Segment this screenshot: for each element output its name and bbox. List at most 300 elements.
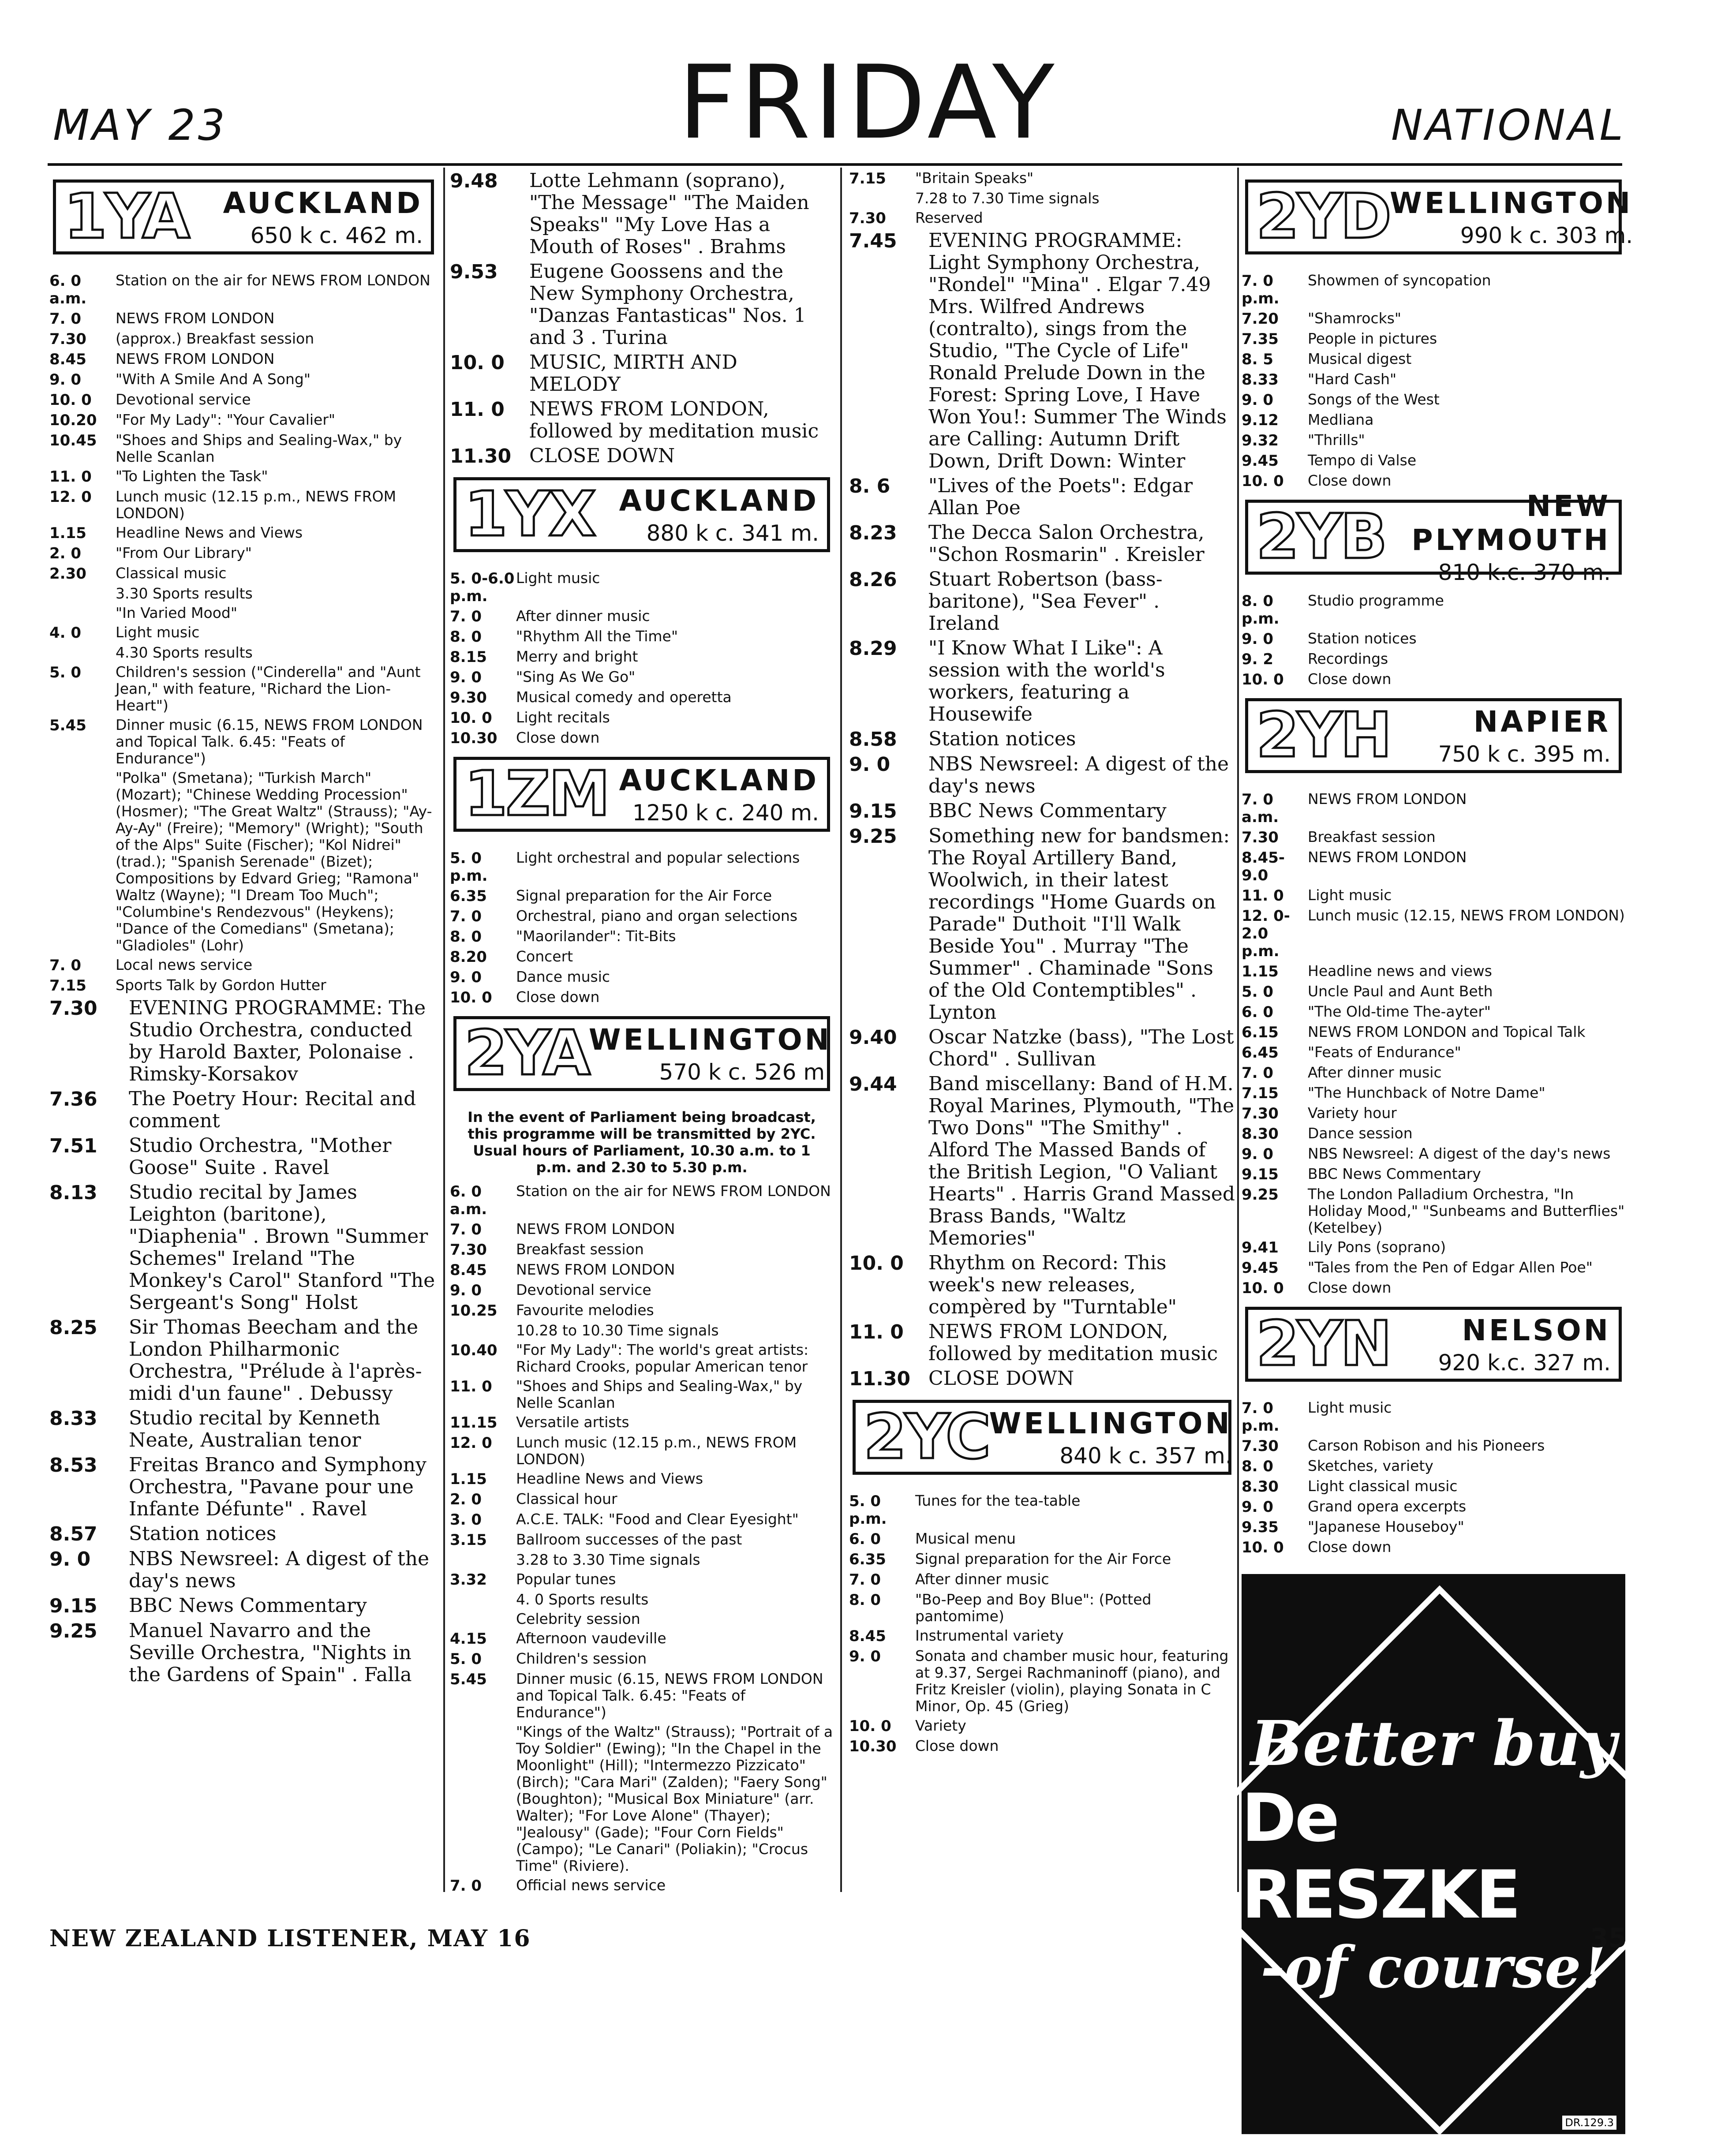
column-4 [1242, 170, 1633, 2129]
schedule-item [450, 689, 834, 707]
schedule-text: NBS Newsreel: A digest of the day's news [129, 1548, 430, 1592]
schedule-item [49, 351, 438, 368]
schedule-time: 10.30 [849, 1738, 897, 1755]
schedule-time: 7. 0 [49, 957, 82, 974]
schedule-text: "With A Smile And A Song" [116, 370, 311, 388]
schedule-time: 5. 0 [1242, 983, 1274, 1001]
schedule-time: 9. 2 [1242, 651, 1274, 668]
schedule-item [1242, 1478, 1625, 1496]
schedule-text: Lotte Lehmann (soprano), "The Message" "The Maiden Speaks" "My Love Has a Mouth of Roses" . Brahms [529, 169, 809, 258]
station-callsign: 1ZM [464, 758, 609, 830]
schedule-time: 6. 0 a.m. [49, 272, 87, 307]
schedule-item [450, 849, 834, 885]
schedule-item [450, 1671, 834, 1721]
schedule-item [849, 1321, 1235, 1365]
schedule-time: 1.15 [49, 524, 86, 542]
schedule-time: 9.25 [849, 825, 897, 848]
column-2 [450, 169, 834, 1895]
schedule-time: 8.30 [1242, 1125, 1279, 1143]
schedule-time: 7. 0 [450, 1877, 482, 1895]
schedule-item [450, 1302, 834, 1320]
schedule-text: Reserved [915, 209, 983, 226]
schedule-text: The London Palladium Orchestra, "In Holiday Mood," "Sunbeams and Butterflies" (Ketelbey) [1308, 1185, 1625, 1236]
schedule-list [1242, 592, 1625, 688]
schedule-item [49, 977, 438, 995]
schedule-item [849, 568, 1235, 635]
schedule-item [1242, 1239, 1625, 1256]
schedule-time: 3.15 [450, 1531, 487, 1549]
schedule-text: Light recitals [516, 709, 610, 726]
schedule-time: 7. 0 [1242, 1064, 1274, 1082]
schedule-time: 8.29 [849, 637, 897, 660]
schedule-list-evening [49, 997, 438, 1686]
schedule-time: 8.13 [49, 1182, 97, 1204]
schedule-text: Close down [1308, 1279, 1392, 1296]
schedule-item [49, 1548, 438, 1592]
schedule-text: Station notices [928, 728, 1076, 750]
schedule-list [849, 170, 1235, 227]
schedule-time: 9.30 [450, 689, 487, 707]
schedule-time: 8.33 [1242, 371, 1279, 389]
schedule-text: Medliana [1308, 411, 1374, 428]
schedule-time: 11.30 [450, 445, 512, 467]
schedule-item [450, 570, 834, 605]
schedule-time: 10. 0 [849, 1717, 891, 1735]
schedule-time [450, 1552, 516, 1568]
schedule-text: Lily Pons (soprano) [1308, 1238, 1446, 1256]
schedule-time: 8.45 [49, 351, 86, 368]
schedule-text: NEWS FROM LONDON [516, 1261, 675, 1278]
column-divider [443, 168, 445, 1892]
station-city: WELLINGTON [1390, 186, 1633, 220]
schedule-time: 9.35 [1242, 1518, 1279, 1536]
schedule-text: (approx.) Breakfast session [116, 330, 314, 347]
schedule-text: "Rhythm All the Time" [516, 628, 678, 645]
station-callsign: 1YX [464, 479, 595, 550]
schedule-time: 7.20 [1242, 310, 1279, 328]
schedule-time: 10. 0 [450, 709, 492, 727]
schedule-time: 7.30 [849, 209, 886, 227]
station-city: AUCKLAND [223, 186, 423, 220]
schedule-item [1242, 1084, 1625, 1102]
schedule-time: 5.45 [450, 1671, 487, 1688]
schedule-text: Light classical music [1308, 1477, 1458, 1495]
schedule-item [849, 1571, 1235, 1589]
schedule-text: 10.28 to 10.30 Time signals [516, 1322, 719, 1339]
schedule-time: 7.15 [49, 977, 86, 995]
station-frequency: 810 k.c. 370 m. [1438, 560, 1611, 585]
schedule-item [849, 522, 1235, 566]
schedule-text: "From Our Library" [116, 544, 252, 561]
schedule-time [49, 605, 116, 621]
station-box-1zm [453, 757, 830, 832]
schedule-time: 11. 0 [1242, 887, 1284, 905]
schedule-text: Oscar Natzke (bass), "The Lost Chord" . Sullivan [928, 1026, 1234, 1070]
schedule-item [1242, 849, 1625, 884]
schedule-time: 8.58 [849, 728, 897, 751]
station-callsign: 2YA [464, 1017, 589, 1089]
schedule-item [49, 1407, 438, 1451]
schedule-time: 5. 0 p.m. [450, 849, 488, 885]
schedule-item [450, 648, 834, 666]
schedule-text: Lunch music (12.15 p.m., NEWS FROM LONDON) [516, 1434, 797, 1468]
schedule-text: 3.28 to 3.30 Time signals [516, 1551, 700, 1568]
station-frequency: 990 k c. 303 m. [1460, 222, 1633, 248]
schedule-item [849, 475, 1235, 519]
schedule-time: 8.45 [849, 1627, 886, 1645]
schedule-text: "The Old-time The-ayter" [1308, 1003, 1491, 1020]
schedule-text: "To Lighten the Task" [116, 467, 268, 485]
schedule-item [849, 1648, 1235, 1715]
column-divider [840, 168, 842, 1892]
parliament-note: In the event of Parliament being broadcast, this programme will be transmitted by 2YC. Usual hours of Parliament, 10.30 a.m. to 1 p.m. and 2.30 to 5.30 p.m. [468, 1109, 816, 1176]
schedule-text: Popular tunes [516, 1570, 616, 1588]
schedule-text: Merry and bright [516, 648, 638, 665]
schedule-item [450, 351, 834, 396]
schedule-text: NEWS FROM LONDON [1308, 790, 1467, 808]
schedule-text: Close down [1308, 472, 1392, 489]
schedule-text: Musical menu [915, 1530, 1016, 1547]
schedule-time: 5.45 [49, 717, 86, 734]
schedule-time: 9. 0 [1242, 1498, 1274, 1516]
schedule-item [1242, 1105, 1625, 1122]
station-box-2yb [1245, 489, 1622, 585]
schedule-time: 9.25 [1242, 1186, 1279, 1204]
schedule-text: Tunes for the tea-table [915, 1492, 1081, 1509]
schedule-time [49, 770, 116, 954]
station-box-2ya [453, 1016, 830, 1091]
schedule-time: 9. 0 [849, 753, 890, 776]
schedule-text: After dinner music [915, 1570, 1049, 1588]
schedule-time: 7.45 [849, 230, 897, 252]
schedule-text: NBS Newsreel: A digest of the day's news [928, 753, 1229, 797]
schedule-time: 9. 0 [450, 669, 482, 686]
schedule-item [849, 1738, 1235, 1755]
schedule-text: Signal preparation for the Air Force [516, 887, 772, 904]
schedule-item [450, 989, 834, 1006]
schedule-item [450, 170, 834, 258]
schedule-item [1242, 472, 1625, 490]
schedule-time [450, 1322, 516, 1339]
schedule-text: "Shoes and Ships and Sealing-Wax," by Nelle Scanlan [516, 1377, 803, 1411]
schedule-text: 7.28 to 7.30 Time signals [915, 190, 1100, 207]
schedule-item [1242, 1437, 1625, 1455]
schedule-text: Light music [1308, 886, 1392, 904]
schedule-item [450, 1491, 834, 1508]
schedule-text: Recordings [1308, 650, 1388, 667]
schedule-text: Signal preparation for the Air Force [915, 1550, 1171, 1567]
schedule-text: BBC News Commentary [928, 800, 1167, 822]
schedule-time: 10.45 [49, 432, 97, 449]
schedule-text: Afternoon vaudeville [516, 1630, 666, 1647]
schedule-time: 8. 0 [849, 1591, 881, 1609]
schedule-text: BBC News Commentary [1308, 1165, 1481, 1182]
station-city: NELSON [1462, 1313, 1611, 1347]
schedule-item [1242, 651, 1625, 668]
schedule-item [49, 391, 438, 409]
schedule-text: "Shamrocks" [1308, 310, 1402, 327]
station-city: AUCKLAND [619, 763, 819, 797]
header-date: MAY 23 [53, 101, 228, 150]
schedule-list-evening [849, 230, 1235, 1390]
schedule-item [450, 928, 834, 946]
schedule-item [49, 1316, 438, 1405]
schedule-time: 9.15 [1242, 1166, 1279, 1183]
schedule-item [450, 1630, 834, 1648]
schedule-text: Children's session [516, 1650, 647, 1667]
schedule-item [849, 753, 1235, 797]
schedule-text: Rhythm on Record: This week's new releases, compèred by "Turntable" [928, 1252, 1177, 1318]
schedule-text: Light music [516, 569, 600, 587]
schedule-item [1242, 1044, 1625, 1062]
schedule-item [49, 1620, 438, 1686]
schedule-item [1242, 1518, 1625, 1536]
schedule-item [1242, 1024, 1625, 1041]
schedule-text: Station notices [129, 1522, 277, 1545]
schedule-item [1242, 452, 1625, 470]
schedule-text: Songs of the West [1308, 391, 1440, 408]
schedule-item [450, 1877, 834, 1895]
schedule-item [1242, 983, 1625, 1001]
schedule-item [450, 1531, 834, 1549]
schedule-time: 9. 0 [849, 1648, 881, 1665]
schedule-time: 3. 0 [450, 1511, 482, 1529]
schedule-text: "Feats of Endurance" [1308, 1043, 1461, 1061]
schedule-item [49, 644, 438, 661]
schedule-item [49, 371, 438, 389]
schedule-item [49, 488, 438, 522]
schedule-item [849, 209, 1235, 227]
schedule-time: 11. 0 [450, 398, 505, 421]
schedule-time: 9. 0 [49, 1548, 91, 1570]
schedule-time: 10. 0 [450, 989, 492, 1006]
schedule-item [450, 1282, 834, 1299]
schedule-item [1242, 1399, 1625, 1435]
schedule-item [1242, 310, 1625, 328]
schedule-time: 8. 0 [450, 628, 482, 646]
schedule-item [49, 524, 438, 542]
schedule-text: Headline News and Views [516, 1470, 703, 1487]
schedule-text: Studio programme [1308, 592, 1444, 609]
schedule-text: Close down [516, 729, 600, 746]
schedule-time: 9.40 [849, 1026, 897, 1049]
schedule-text: "Shoes and Ships and Sealing-Wax," by Nelle Scanlan [116, 431, 402, 465]
station-city: AUCKLAND [619, 483, 819, 518]
schedule-item [849, 1591, 1235, 1625]
schedule-time: 10. 0 [450, 351, 505, 374]
schedule-time: 6.35 [450, 887, 487, 905]
schedule-item [849, 1551, 1235, 1568]
schedule-time: 8. 6 [849, 475, 890, 497]
station-box-2yd [1245, 179, 1633, 254]
schedule-item [1242, 671, 1625, 688]
schedule-list [1242, 272, 1625, 490]
schedule-item [450, 1414, 834, 1432]
schedule-text: NEWS FROM LONDON, followed by meditation music [529, 398, 819, 442]
schedule-item [450, 887, 834, 905]
schedule-time: 7. 0 [849, 1571, 881, 1589]
schedule-item [849, 230, 1235, 472]
schedule-time: 7.51 [49, 1135, 97, 1157]
schedule-text: "Hard Cash" [1308, 370, 1397, 388]
schedule-text: Sonata and chamber music hour, featuring at 9.37, Sergei Rachmaninoff (piano), and Fritz Kreisler (violin), playing Sonata in C Minor, Op. 45 (Grieg) [915, 1647, 1229, 1715]
schedule-time: 10. 0 [1242, 1539, 1284, 1556]
schedule-time: 8.20 [450, 948, 487, 966]
schedule-time: 9.44 [849, 1073, 897, 1096]
schedule-text: Devotional service [516, 1281, 651, 1298]
schedule-text: Freitas Branco and Symphony Orchestra, "Pavane pour une Infante Défunte" . Ravel [129, 1454, 427, 1520]
schedule-text: Versatile artists [516, 1413, 629, 1431]
schedule-time: 11. 0 [49, 468, 92, 486]
station-box-2yn [1245, 1307, 1622, 1382]
schedule-text: Orchestral, piano and organ selections [516, 907, 798, 924]
schedule-time [49, 585, 116, 602]
schedule-item [49, 997, 438, 1085]
schedule-text: Sketches, variety [1308, 1457, 1433, 1474]
schedule-item [1242, 887, 1625, 905]
station-frequency: 650 k c. 462 m. [250, 222, 423, 248]
schedule-time: 8. 0 p.m. [1242, 592, 1280, 628]
schedule-text: Sir Thomas Beecham and the London Philharmonic Orchestra, "Prélude à l'après-midi d'un faune" . Debussy [129, 1316, 422, 1405]
schedule-text: NEWS FROM LONDON [116, 350, 275, 367]
schedule-text: Manuel Navarro and the Seville Orchestra, "Nights in the Gardens of Spain" . Falla [129, 1619, 412, 1686]
schedule-item [49, 310, 438, 328]
schedule-text: NEWS FROM LONDON [116, 310, 275, 327]
schedule-item [849, 825, 1235, 1024]
schedule-time: 1.15 [1242, 963, 1279, 980]
schedule-text: "Polka" (Smetana); "Turkish March" (Mozart); "Chinese Wedding Procession" (Hosmer); "The Great Waltz" (Strauss); "Ay-Ay-Ay" (Freire); "Memory" (Wright); "South of the Alps" Suite (Fischer); "Kol Nidrei" (trad.); "Spanish Serenade" (Bizet); Compositions by Edvard Grieg; "Ramona" Waltz (Wayne); "I Dream Too Much"; "Columbine's Rendezvous" (Heykens); "Dance of the Comedians" (Smetana); "Gladioles" (Lohr) [116, 769, 432, 954]
schedule-time: 2.30 [49, 565, 86, 583]
schedule-item [849, 190, 1235, 207]
header-rule [48, 163, 1622, 166]
schedule-time: 8.15 [450, 648, 487, 666]
schedule-text: Favourite melodies [516, 1301, 654, 1319]
schedule-item [1242, 1279, 1625, 1297]
station-callsign: 2YD [1256, 181, 1390, 253]
schedule-time: 12. 0 [49, 488, 92, 506]
schedule-time: 9.45 [1242, 452, 1279, 470]
column-1 [49, 170, 438, 1888]
schedule-time: 11.15 [450, 1414, 498, 1432]
schedule-time: 10.30 [450, 729, 498, 747]
schedule-time: 8.57 [49, 1523, 97, 1545]
schedule-time: 9. 0 [450, 1282, 482, 1299]
schedule-text: Something new for bandsmen: The Royal Artillery Band, Woolwich, in their latest recordings "Home Guards on Parade" Duthoit "I'll Walk Beside You" . Murray "The Summer" . Chaminade "Sons of the Old Contemptibles" . Lynton [928, 825, 1230, 1024]
schedule-time: 11.30 [849, 1368, 911, 1390]
station-frequency: 1250 k c. 240 m. [632, 800, 819, 826]
schedule-text: After dinner music [1308, 1064, 1442, 1081]
schedule-text: The Decca Salon Orchestra, "Schon Rosmarin" . Kreisler [928, 521, 1205, 566]
schedule-time: 6.35 [849, 1551, 886, 1568]
schedule-text: People in pictures [1308, 330, 1437, 347]
schedule-text: "The Hunchback of Notre Dame" [1308, 1084, 1545, 1101]
schedule-item [49, 1454, 438, 1520]
schedule-time: 9.12 [1242, 411, 1279, 429]
schedule-time: 9. 0 [450, 968, 482, 986]
schedule-time: 5. 0 [450, 1650, 482, 1668]
schedule-text: "Sing As We Go" [516, 668, 636, 685]
schedule-item [450, 608, 834, 625]
schedule-time: 5. 0-6.0 p.m. [450, 570, 515, 605]
schedule-item [849, 170, 1235, 187]
schedule-time: 10. 0 [49, 391, 92, 409]
schedule-time: 5. 0 p.m. [849, 1492, 887, 1528]
header-day: FRIDAY [678, 44, 1058, 162]
schedule-list [49, 272, 438, 995]
schedule-item [1242, 1259, 1625, 1277]
schedule-text: Station notices [1308, 630, 1417, 647]
schedule-text: "Thrills" [1308, 431, 1365, 449]
schedule-time: 7.36 [49, 1088, 97, 1110]
schedule-time [450, 1724, 516, 1874]
schedule-text: "Kings of the Waltz" (Strauss); "Portrait of a Toy Soldier" (Ewing); "In the Chapel in the Moonlight" (Hill); "Intermezzo Pizzicato" (Birch); "Cara Mari" (Zalden); "Faery Song" (Boughton); "Musical Box Miniature" (arr. Walter); "For Love Alone" (Thayer); "Jealousy" (Gade); "Four Corn Fields" (Campo); "Le Canari" (Poliakin); "Crocus Time" (Riviere). [516, 1723, 833, 1874]
schedule-time: 10. 0 [1242, 1279, 1284, 1297]
schedule-item [450, 1591, 834, 1608]
schedule-item [450, 729, 834, 747]
schedule-text: NEWS FROM LONDON, followed by meditation music [928, 1320, 1218, 1365]
schedule-item [1242, 1145, 1625, 1163]
schedule-time: 10. 0 [849, 1252, 904, 1275]
schedule-item [450, 1724, 834, 1874]
schedule-item [1242, 1064, 1625, 1082]
schedule-time: 7.35 [1242, 330, 1279, 348]
schedule-item [450, 709, 834, 727]
station-callsign: 2YC [864, 1401, 989, 1473]
schedule-item [450, 1611, 834, 1627]
schedule-time: 9.32 [1242, 432, 1279, 449]
station-frequency: 840 k c. 357 m. [1059, 1443, 1232, 1469]
schedule-text: "For My Lady": The world's great artists: Richard Crooks, popular American tenor [516, 1341, 809, 1375]
schedule-item [49, 1182, 438, 1314]
schedule-time: 1.15 [450, 1470, 487, 1488]
schedule-text: Studio Orchestra, "Mother Goose" Suite . Ravel [129, 1134, 392, 1179]
schedule-text: Lunch music (12.15, NEWS FROM LONDON) [1308, 907, 1625, 924]
schedule-text: Lunch music (12.15 p.m., NEWS FROM LONDON) [116, 488, 397, 522]
schedule-text: "I Know What I Like": A session with the world's workers, featuring a Housewife [928, 637, 1165, 725]
schedule-item [849, 1368, 1235, 1390]
schedule-time: 2. 0 [49, 545, 82, 562]
schedule-item [1242, 1458, 1625, 1475]
schedule-text: NBS Newsreel: A digest of the day's news [1308, 1145, 1611, 1162]
schedule-time: 6. 0 [1242, 1003, 1274, 1021]
schedule-time: 9. 0 [1242, 1145, 1274, 1163]
schedule-item [49, 565, 438, 583]
schedule-list [450, 1183, 834, 1895]
schedule-text: Dinner music (6.15, NEWS FROM LONDON and Topical Talk. 6.45: "Feats of Endurance") [516, 1670, 823, 1721]
schedule-time: 7.30 [1242, 1105, 1279, 1122]
schedule-time: 8.26 [849, 568, 897, 591]
column-3 [849, 170, 1235, 1888]
schedule-text: 4.30 Sports results [116, 644, 253, 661]
schedule-time: 7.15 [1242, 1084, 1279, 1102]
schedule-time: 7. 0 p.m. [1242, 1399, 1280, 1435]
schedule-item [49, 605, 438, 621]
schedule-text: "Japanese Houseboy" [1308, 1518, 1464, 1535]
schedule-text: "Maorilander": Tit-Bits [516, 927, 676, 945]
schedule-time: 8.23 [849, 522, 897, 544]
schedule-text: Musical digest [1308, 350, 1412, 367]
schedule-item [849, 1252, 1235, 1318]
schedule-text: A.C.E. TALK: "Food and Clear Eyesight" [516, 1511, 799, 1528]
schedule-list [1242, 791, 1625, 1297]
schedule-item [1242, 592, 1625, 628]
schedule-item [1242, 907, 1625, 960]
schedule-text: Celebrity session [516, 1610, 640, 1627]
station-callsign: 2YN [1256, 1308, 1390, 1380]
schedule-time: 9. 0 [49, 371, 82, 389]
schedule-time: 4.15 [450, 1630, 487, 1648]
schedule-item [49, 624, 438, 642]
